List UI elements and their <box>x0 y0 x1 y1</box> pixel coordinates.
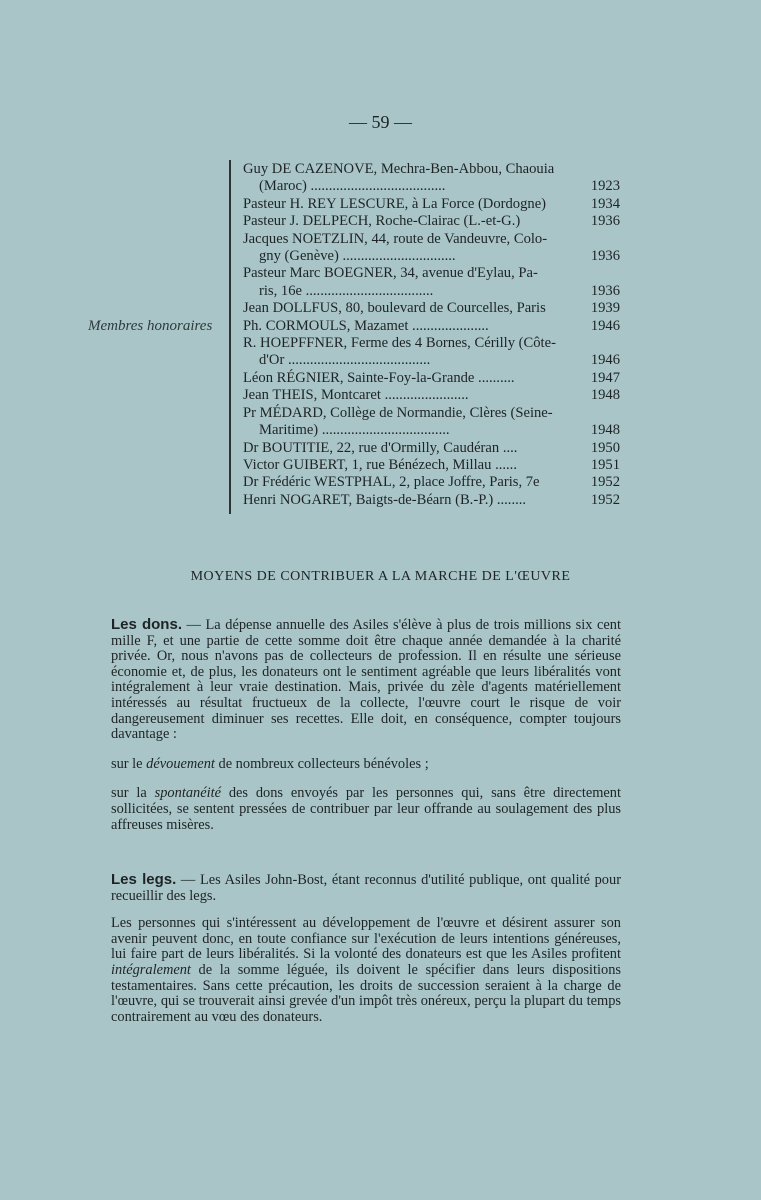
dons-point1-pre: sur le <box>111 755 147 772</box>
legs-section <box>111 872 621 1035</box>
member-text: d'Or ....................................... <box>259 352 431 369</box>
member-row <box>243 318 620 335</box>
member-text: Victor GUIBERT, 1, rue Bénézech, Millau ...... <box>243 456 517 473</box>
member-year: 1946 <box>590 352 620 369</box>
member-text: Pasteur J. DELPECH, Roche-Clairac (L.-et-G.) <box>243 213 521 230</box>
dons-heading: Les dons. <box>111 616 182 633</box>
member-text: Maritime) ................................... <box>259 422 450 439</box>
member-text: Dr BOUTITIE, 22, rue d'Ormilly, Caudéran .... <box>243 439 518 456</box>
member-year: 1939 <box>590 300 620 317</box>
legs-para2-post: de la somme léguée, ils doivent le spécifier dans leurs dispositions testamentaires. Sans cette précaution, les droits de succession seraient à la charge de l'œuvre, qui se trouverait ainsi grevée d'un impôt très onéreux, perçu la plupart du temps contrairement au vœu des donateurs. <box>111 961 621 1025</box>
member-year: 1952 <box>590 491 620 508</box>
member-text: Jean THEIS, Montcaret ....................... <box>243 387 469 404</box>
member-year: 1936 <box>590 282 620 299</box>
member-text: Pasteur Marc BOEGNER, 34, avenue d'Eylau, Pa- <box>243 265 538 282</box>
member-text: R. HOEPFFNER, Ferme des 4 Bornes, Cérilly (Côte- <box>243 335 556 352</box>
member-row <box>243 405 620 422</box>
member-row <box>243 231 620 248</box>
legs-text: — Les Asiles John-Bost, étant reconnus d'utilité publique, ont qualité pour recueillir des legs. <box>111 872 621 904</box>
member-year: 1936 <box>590 213 620 230</box>
section-title: MOYENS DE CONTRIBUER A LA MARCHE DE L'ŒUVRE <box>190 569 571 584</box>
member-text: Dr Frédéric WESTPHAL, 2, place Joffre, Paris, 7e <box>243 474 540 491</box>
member-year: 1923 <box>590 178 620 195</box>
honorary-members-list <box>243 161 620 509</box>
member-row <box>243 213 620 230</box>
dons-point2-post: des dons envoyés par les personnes qui, sans être directement sollicitées, se sentent pressées de contribuer par leur offrande au soulagement des plus affreuses misères. <box>111 785 621 833</box>
member-text: Henri NOGARET, Baigts-de-Béarn (B.-P.) ........ <box>243 491 527 508</box>
member-year: 1934 <box>590 195 620 212</box>
member-year: 1946 <box>590 317 620 334</box>
member-year: 1948 <box>590 422 620 439</box>
member-text: Léon RÉGNIER, Sainte-Foy-la-Grande .......... <box>243 369 515 386</box>
member-text: Pasteur H. REY LESCURE, à La Force (Dordogne) <box>243 195 547 212</box>
legs-para2-em: intégralement <box>111 961 191 978</box>
legs-heading: Les legs. <box>111 871 177 888</box>
dons-section <box>111 617 621 843</box>
member-year: 1936 <box>590 248 620 265</box>
member-row <box>243 474 620 491</box>
member-row <box>243 196 620 213</box>
member-year: 1952 <box>590 474 620 491</box>
member-year: 1950 <box>590 439 620 456</box>
member-row <box>243 300 620 317</box>
member-row <box>243 422 620 439</box>
member-text: (Maroc) ..................................... <box>259 178 446 195</box>
dons-point-spontaneite <box>111 786 621 833</box>
member-row <box>243 283 620 300</box>
member-year: 1947 <box>590 369 620 386</box>
dons-point1-post: de nombreux collecteurs bénévoles ; <box>214 755 429 772</box>
legs-paragraph <box>111 872 621 904</box>
members-honoraires-label: Membres honoraires <box>88 318 213 334</box>
dons-point2-pre: sur la <box>111 785 155 802</box>
member-text: ris, 16e ................................... <box>259 282 434 299</box>
member-row <box>243 387 620 404</box>
member-row <box>243 178 620 195</box>
dons-point1-em: dévouement <box>146 755 215 772</box>
member-row <box>243 370 620 387</box>
member-row <box>243 457 620 474</box>
dons-paragraph <box>111 617 621 743</box>
member-row <box>243 440 620 457</box>
dons-point2-em: spontanéité <box>154 785 221 802</box>
member-text: Guy DE CAZENOVE, Mechra-Ben-Abbou, Chaouia <box>243 161 555 177</box>
member-row <box>243 492 620 509</box>
member-text: gny (Genève) ............................... <box>259 248 456 265</box>
legs-para2-pre: Les personnes qui s'intéressent au développement de l'œuvre et désirent assurer son avenir peuvent donc, en toute confiance sur l'exécution de leurs intentions généreuses, lui faire part de leurs libéralités. Si la volonté des donateurs est que les Asiles profitent <box>111 915 621 963</box>
member-year: 1948 <box>590 387 620 404</box>
brace-divider <box>229 160 233 514</box>
member-text: Jean DOLLFUS, 80, boulevard de Courcelles, Paris <box>243 300 546 317</box>
dons-point-devouement <box>111 757 621 773</box>
member-row <box>243 248 620 265</box>
member-row <box>243 265 620 282</box>
dons-text: — La dépense annuelle des Asiles s'élève à plus de trois millions six cent mille F, et une partie de cette somme doit être chaque année demandée à la charité privée. Or, nous n'avons pas de collecteurs de profession. Il en résulte une sérieuse économie et, de plus, les donateurs ont le sentiment agréable que leurs libéralités vont intégralement à leur vraie destination. Mais, privée du zèle d'agents matériellement intéressés au résultat fructueux de la collecte, l'œuvre court le risque de voir dangereusement diminuer ses recettes. Elle doit, en conséquence, compter toujours davantage : <box>111 617 621 743</box>
page-number: — 59 — <box>349 112 412 132</box>
member-row <box>243 352 620 369</box>
member-row <box>243 161 620 178</box>
member-text: Ph. CORMOULS, Mazamet ..................... <box>243 317 489 334</box>
member-year: 1951 <box>590 456 620 473</box>
legs-paragraph-2 <box>111 916 621 1025</box>
member-row <box>243 335 620 352</box>
member-text: Jacques NOETZLIN, 44, route de Vandeuvre, Colo- <box>243 230 548 247</box>
member-text: Pr MÉDARD, Collège de Normandie, Clères (Seine- <box>243 404 553 421</box>
